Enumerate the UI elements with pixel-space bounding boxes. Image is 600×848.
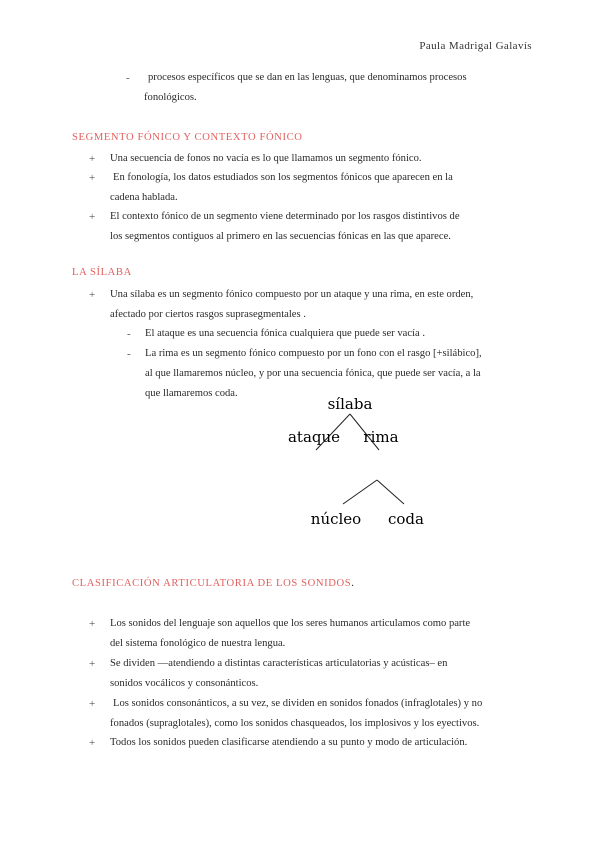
bullet-marker: + [89, 658, 96, 670]
syllable-tree-diagram [280, 392, 440, 532]
dash-marker: - [126, 72, 130, 84]
bullet-marker: + [89, 618, 96, 630]
heading-period: . [351, 578, 355, 589]
heading-text: CLASIFICACIÓN ARTICULATORIA DE LOS SONIDOS [72, 578, 352, 589]
dash-marker: - [127, 348, 131, 360]
bullet-marker: + [89, 153, 96, 165]
paragraph-line: del sistema fonológico de nuestra lengua. [110, 638, 286, 649]
bullet-marker: + [89, 211, 96, 223]
paragraph-line: sonidos vocálicos y consonánticos. [110, 678, 259, 689]
bullet-marker: + [89, 737, 96, 749]
paragraph-line: El ataque es una secuencia fónica cualquiera que puede ser vacía . [145, 328, 425, 339]
tree-node-ataque: ataque [287, 428, 341, 446]
bullet-marker: + [89, 289, 96, 301]
tree-node-coda: coda [388, 510, 424, 528]
tree-edge [377, 480, 404, 504]
paragraph-line: Todos los sonidos pueden clasificarse atendiendo a su punto y modo de articulación. [110, 737, 468, 748]
section-heading-clasificacion [72, 578, 354, 589]
intro-line: fonológicos. [144, 92, 197, 103]
section-heading-silaba: LA SÍLABA [72, 267, 132, 278]
paragraph-line: cadena hablada. [110, 192, 178, 203]
intro-line: procesos específicos que se dan en las lenguas, que denominamos procesos [148, 72, 467, 83]
paragraph-line: al que llamaremos núcleo, y por una secuencia fónica, que puede ser vacía, a la [145, 368, 481, 379]
paragraph-line: fonados (supraglotales), como los sonidos chasqueados, los implosivos y los eyectivos. [110, 718, 480, 729]
paragraph-line: los segmentos contiguos al primero en las secuencias fónicas en las que aparece. [110, 231, 451, 242]
paragraph-line: Los sonidos del lenguaje son aquellos que los seres humanos articulamos como parte [110, 618, 471, 629]
paragraph-line: Una secuencia de fonos no vacía es lo que llamamos un segmento fónico. [110, 153, 422, 164]
dash-marker: - [127, 328, 131, 340]
paragraph-line: La rima es un segmento fónico compuesto por un fono con el rasgo [+silábico], [145, 348, 482, 359]
paragraph-line: Se dividen —atendiendo a distintas características articulatorias y acústicas– en [110, 658, 448, 669]
bullet-marker: + [89, 172, 96, 184]
tree-node-nucleo: núcleo [310, 510, 362, 528]
tree-edge [343, 480, 377, 504]
tree-node-rima: rima [363, 428, 399, 446]
paragraph-line: Los sonidos consonánticos, a su vez, se dividen en sonidos fonados (infraglotales) y no [113, 698, 483, 709]
paragraph-line: En fonología, los datos estudiados son los segmentos fónicos que aparecen en la [113, 172, 453, 183]
paragraph-line: afectado por ciertos rasgos suprasegmentales . [110, 309, 306, 320]
bullet-marker: + [89, 698, 96, 710]
tree-node-silaba: sílaba [327, 395, 373, 413]
paragraph-line: Una sílaba es un segmento fónico compuesto por un ataque y una rima, en este orden, [110, 289, 474, 300]
section-heading-segmento: SEGMENTO FÓNICO Y CONTEXTO FÓNICO [72, 132, 303, 143]
paragraph-line: que llamaremos coda. [145, 388, 238, 399]
author-name: Paula Madrigal Galavís [419, 40, 532, 52]
paragraph-line: El contexto fónico de un segmento viene determinado por los rasgos distintivos de [110, 211, 460, 222]
